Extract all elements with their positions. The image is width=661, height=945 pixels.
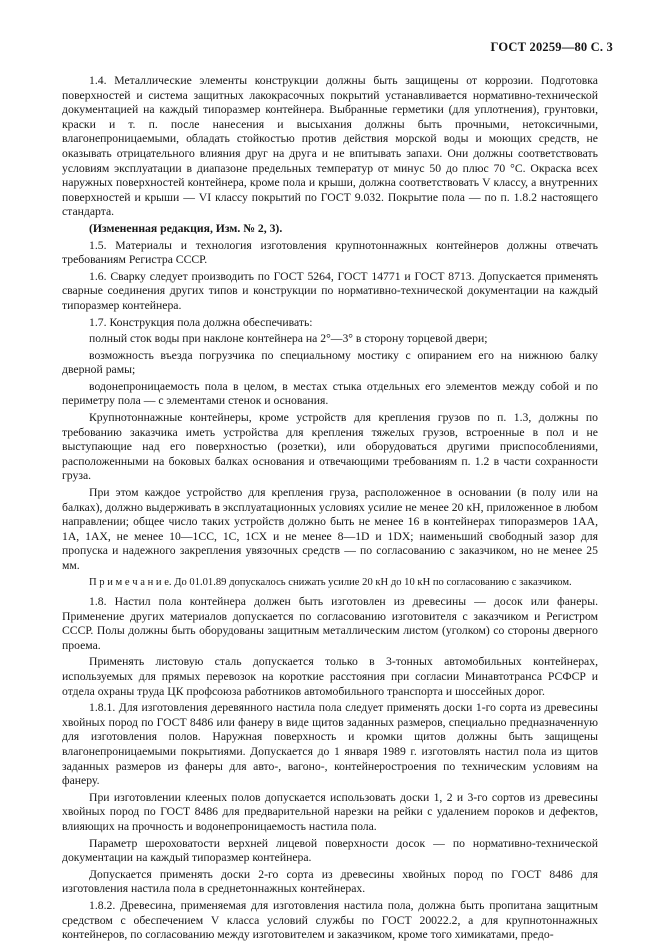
amendment-note: (Измененная редакция, Изм. № 2, 3). [89,221,283,235]
paragraph-1-4: 1.4. Металлические элементы конструкции должны быть защищены от коррозии. Подготовка поверхностей и система защитных лакокрасочных покрытий устанавливается нормативно-технической документацией на каждый типоразмер контейнера. Выбранные герметики (для уплотнения), грунтовки, краски и т. п. после нанесения и высыхания должны быть прочными, нетоксичными, влагонепроницаемыми, обладать стойкостью против действия морской воды и моющих средств, не оказывать отрицательного влияния друг на друга и не впитывать запахи. Они должны соответствовать условиям эксплуатации в диапазоне предельных температур от минус 50 до плюс 70 °С. Окраска всех наружных поверхностей контейнера, кроме пола и крыши, должна соответствовать V классу, а внутренних поверхностей и крыши — VI классу покрытий по ГОСТ 9.032. Покрытие пола — по п. 1.8.2 настоящего стандарта. [62,74,598,219]
paragraph-sheet-steel: Применять листовую сталь допускается только в 3-тонных автомобильных контейнерах, используемых для прямых перевозок на короткие расстояния при согласии Минавтотранса РСФСР и отдела охраны труда ЦК профсоюза работников автомобильного транспорта и шоссейных дорог. [62,655,598,698]
paragraph-1-8-1: 1.8.1. Для изготовления деревянного настила пола следует применять доски 1-го сорта из древесины хвойных пород по ГОСТ 8486 или фанеру в виде щитов заданных размеров, специально предназначенную для изготовления полов. Наружная поверхность и кромки щитов должны быть защищены влагонепроницаемыми покрытиями. Допускается до 1 января 1989 г. изготовлять настил пола из щитов заданных размеров из фанеры для авто-, вагоно-, контейнеростроения по техническим условиям на фанеру. [62,701,598,788]
body-text [62,74,598,945]
floor-requirement-drainage: полный сток воды при наклоне контейнера на 2°—3° в сторону торцевой двери; [89,332,488,346]
paragraph-grade-2: Допускается применять доски 2-го сорта из древесины хвойных пород по ГОСТ 8486 для изготовления настила пола в среднетоннажных контейнерах. [62,867,598,896]
page-header: ГОСТ 20259—80 С. 3 [490,40,613,54]
floor-requirement-watertight: водонепроницаемость пола в целом, в местах стыка отдельных его элементов между собой и по периметру пола — с элементами стенок и основания. [62,379,598,408]
paragraph-1-5: 1.5. Материалы и технология изготовления крупнотоннажных контейнеров должны отвечать требованиям Регистра СССР. [62,238,598,267]
paragraph-fastening-load: При этом каждое устройство для крепления груза, расположенное в основании (в полу или на балках), должно выдерживать в эксплуатационных условиях усилие не менее 20 кН, приложенное в любом направлении; общее число таких устройств должно быть не менее 16 в контейнерах типоразмеров 1АА, 1А, 1АХ, не менее 10—1СС, 1С, 1СХ и не менее 8—1D и 1DX; наименьший свободный зазор для пропуска и надежного закрепления увязочных средств — по согласованию с заказчиком, но не менее 25 мм. [62,486,598,572]
paragraph-cargo-fastening: Крупнотоннажные контейнеры, кроме устройств для крепления грузов по п. 1.3, должны по требованию заказчика иметь устройства для крепления тяжелых грузов, встроенные в пол и не выступающие над его поверхностью (розетки), или оборудоваться другими приспособлениями, расположенными на боковых балках основания и отвечающими требованиям п. 1.2 в части сохранности груза. [62,411,598,483]
paragraph-1-7: 1.7. Конструкция пола должна обеспечивать: [89,315,313,329]
floor-requirement-loader: возможность въезда погрузчика по специальному мостику с опиранием его на нижнюю балку дверной рамы; [62,348,598,377]
paragraph-1-8: 1.8. Настил пола контейнера должен быть изготовлен из древесины — досок или фанеры. Применение других материалов допускается по согласованию изготовителя с заказчиком и Регистром СССР. Полы должны быть оборудованы защитным металлическим листом (уголком) со стороны дверного проема. [62,595,598,652]
paragraph-1-6: 1.6. Сварку следует производить по ГОСТ 5264, ГОСТ 14771 и ГОСТ 8713. Допускается применять сварные соединения других типов и конструкции по нормативно-технической документации на каждый типоразмер контейнера. [62,269,598,312]
paragraph-roughness: Параметр шероховатости верхней лицевой поверхности досок — по нормативно-технической документации на каждый типоразмер контейнера. [62,836,598,865]
paragraph-glued-floors: При изготовлении клееных полов допускается использовать доски 1, 2 и 3-го сортов из древесины хвойных пород по ГОСТ 8486 для предварительной нарезки на рейки с удалением пороков и дефектов, влияющих на прочность и водонепроницаемость настила пола. [62,790,598,833]
paragraph-1-8-2: 1.8.2. Древесина, применяемая для изготовления настила пола, должна быть пропитана защитным средством с обеспечением V класса условий службы по ГОСТ 20022.2, а для крупнотоннажных контейнеров, по согласованию между изготовителем и заказчиком, кроме того химикатами, предо- [62,898,598,942]
note: П р и м е ч а н и е. До 01.01.89 допускалось снижать усилие 20 кН до 10 кН по согласованию с заказчиком. [89,576,572,588]
